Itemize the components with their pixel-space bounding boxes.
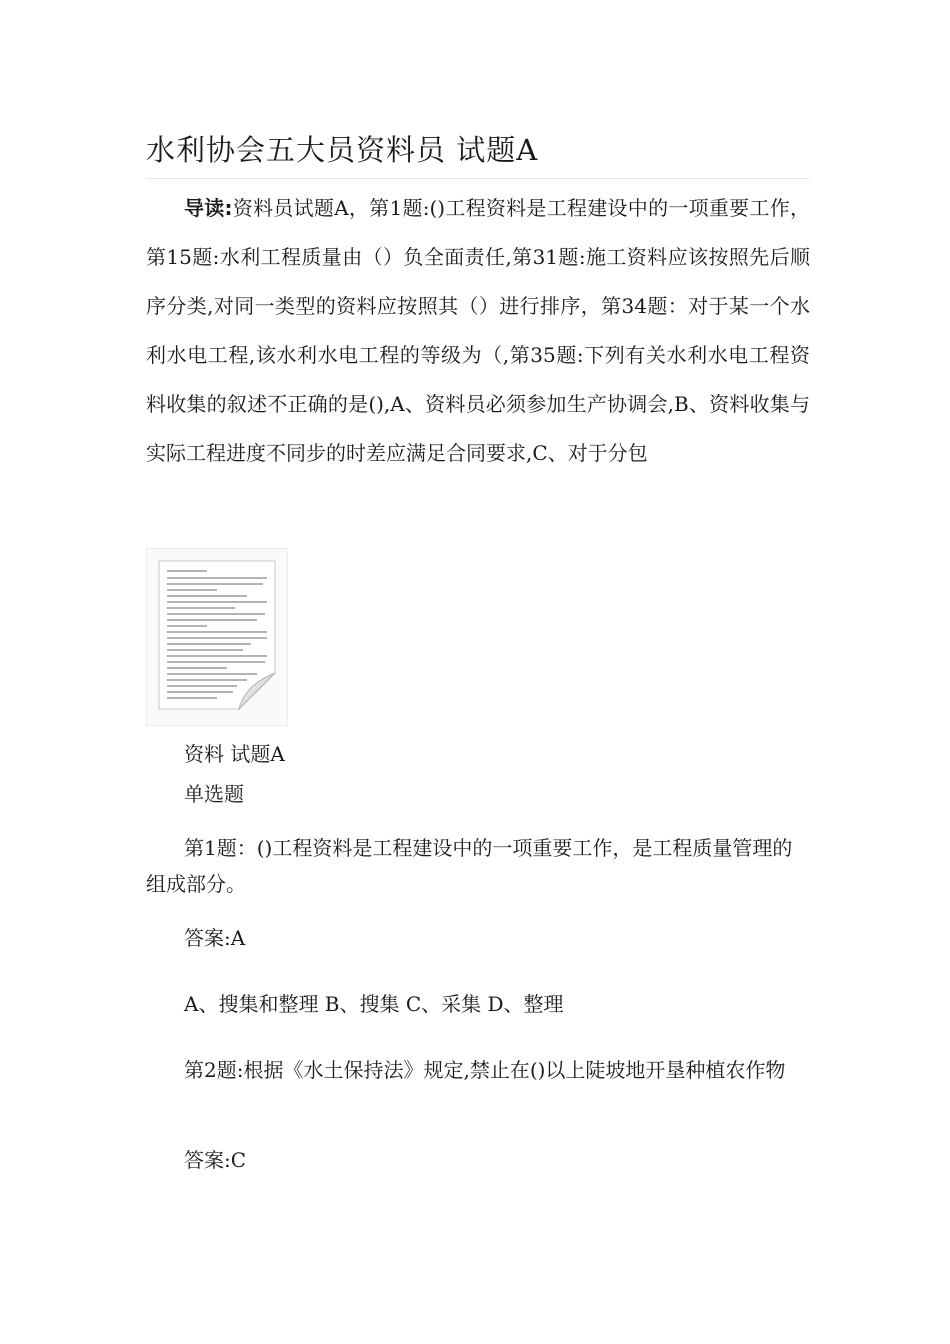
document-thumbnail-icon [147, 549, 287, 725]
title-divider [146, 178, 810, 179]
lead-text: 资料员试题A，第1题:()工程资料是工程建设中的一项重要工作，第15题:水利工程质量由（）负全面责任,第31题:施工资料应该按照先后顺序分类,对同一类型的资料应按照其（）进行排序，第34题：对于某一个水利水电工程,该水利水电工程的等级为（,第35题:下列有关水利水电工程资料收集的叙述不正确的是(),A、资料员必须参加生产协调会,B、资料收集与实际工程进度不同步的时差应满足合同要求,C、对于分包 [146, 196, 810, 465]
question-1-answer: 答案:A [184, 926, 246, 950]
document-subtitle: 资料 试题A [184, 742, 285, 766]
question-2-answer: 答案:C [184, 1148, 247, 1172]
question-2: 第2题:根据《水土保持法》规定,禁止在()以上陡坡地开垦种植农作物 [184, 1058, 786, 1082]
section-heading: 单选题 [184, 782, 244, 806]
document-thumbnail[interactable] [146, 548, 288, 726]
question-1-options: A、搜集和整理 B、搜集 C、采集 D、整理 [184, 992, 564, 1016]
document-title: 水利协会五大员资料员 试题A [146, 133, 539, 167]
lead-label: 导读: [184, 196, 233, 220]
lead-paragraph [146, 184, 810, 478]
question-1: 第1题：()工程资料是工程建设中的一项重要工作，是工程质量管理的组成部分。 [146, 836, 793, 896]
